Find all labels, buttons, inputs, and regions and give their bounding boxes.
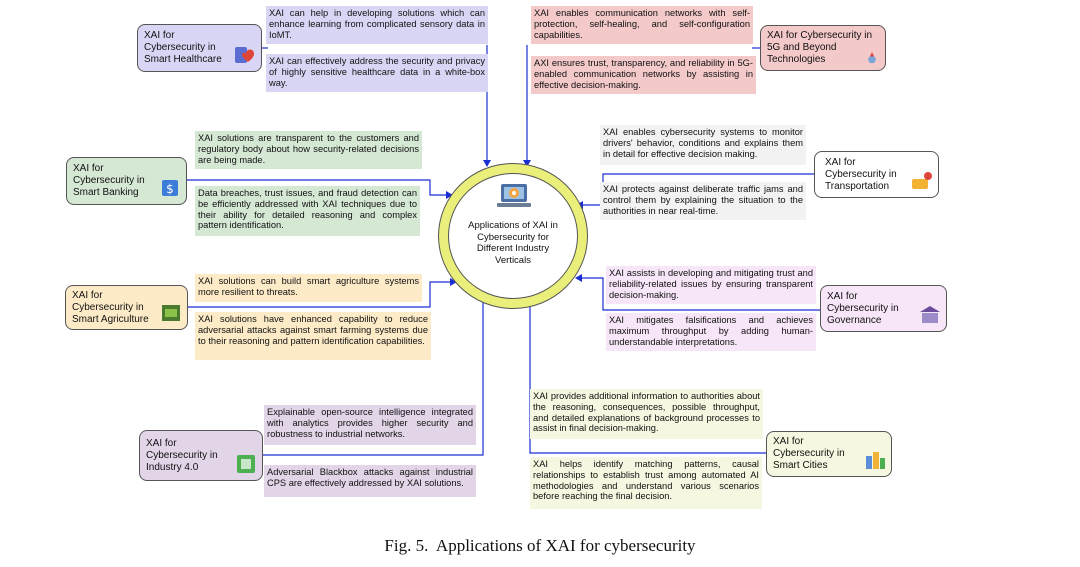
node-smart-agriculture (65, 285, 188, 330)
desc-cities-2: XAI helps identify matching patterns, causal relationships to establish trust among automated AI methodologies and understand various scenarios before reaching the final decision. (530, 457, 762, 509)
desc-transport-2: XAI protects against deliberate traffic jams and control them by explaining the situation to the authorities in near real-time. (600, 182, 806, 220)
node-label: XAI for Cybersecurity in 5G and Beyond Technologies (767, 30, 873, 65)
node-smart-healthcare (137, 24, 262, 72)
node-label: XAI for Cybersecurity in Governance (827, 290, 899, 326)
city-buildings-icon (863, 448, 887, 472)
central-hub-core (448, 173, 578, 299)
desc-healthcare-1: XAI can help in developing solutions which can enhance learning from complicated sensory data in IoMT. (266, 6, 488, 44)
node-smart-banking (66, 157, 187, 205)
desc-governance-1: XAI assists in developing and mitigating trust and reliability-related issues by ensuring transparent decision-making. (606, 266, 816, 304)
node-label: XAI for Cybersecurity in Smart Cities (773, 436, 845, 471)
desc-5g-2: AXI ensures trust, transparency, and reliability in 5G-enabled communication networks by assisting in effective decision-making. (531, 56, 756, 94)
desc-agriculture-1: XAI solutions can build smart agriculture systems more resilient to threats. (195, 274, 422, 302)
svg-text:$: $ (166, 182, 174, 196)
government-building-icon (918, 303, 942, 327)
desc-banking-2: Data breaches, trust issues, and fraud detection can be efficiently addressed with XAI techniques due to their ability for detailed reasoning and complex pattern identification. (195, 186, 420, 236)
central-hub-ring (438, 163, 588, 309)
antenna-icon (863, 49, 881, 67)
desc-industry-1: Explainable open-source intelligence integrated with analytics provides higher security and robustness to industrial networks. (264, 405, 476, 445)
desc-banking-1: XAI solutions are transparent to the customers and regulatory body about how security-related decisions are being made. (195, 131, 422, 169)
desc-healthcare-2: XAI can effectively address the security and privacy of highly sensitive healthcare data in a white-box way. (266, 54, 488, 92)
desc-cities-1: XAI provides additional information to authorities about the reasoning, consequences, possible throughput, and detailed explanations of background processes to assist in final decision-making. (530, 389, 763, 439)
dollar-chip-icon (158, 176, 182, 200)
desc-agriculture-2: XAI solutions have enhanced capability to reduce adversarial attacks against smart farming systems due to their reasoning and pattern identification capabilities. (195, 312, 431, 360)
node-label: XAI for Cybersecurity in Smart Healthcare (144, 30, 222, 65)
hub-title: Applications of XAI in Cybersecurity for Different Industry Verticals (468, 220, 558, 266)
node-label: XAI for Cybersecurity in Industry 4.0 (146, 437, 218, 473)
heart-monitor-icon (233, 43, 257, 67)
node-transportation (814, 151, 939, 198)
node-label: XAI for Cybersecurity in Transportation (825, 156, 897, 192)
desc-governance-2: XAI mitigates falsifications and achieves maximum throughput by adding human-understandable interpretations. (606, 313, 816, 351)
node-smart-cities (766, 431, 892, 477)
crop-icon (159, 301, 183, 325)
node-industry-4 (139, 430, 263, 481)
node-governance (820, 285, 947, 332)
bus-location-icon (910, 169, 934, 193)
desc-industry-2: Adversarial Blackbox attacks against industrial CPS are effectively addressed by XAI solutions. (264, 465, 476, 497)
desc-5g-1: XAI enables communication networks with self-protection, self-healing, and self-configuration capabilities. (531, 6, 753, 44)
figure-caption: Fig. 5. Applications of XAI for cybersecurity (384, 536, 696, 555)
node-5g-beyond (760, 25, 886, 71)
laptop-gear-icon (496, 180, 532, 214)
node-label: XAI for Cybersecurity in Smart Agriculture (72, 289, 149, 325)
node-label: XAI for Cybersecurity in Smart Banking (73, 163, 145, 198)
factory-chip-icon (234, 452, 258, 476)
desc-transport-1: XAI enables cybersecurity systems to monitor drivers' behavior, conditions and explains them in detail for effective decision making. (600, 125, 806, 165)
